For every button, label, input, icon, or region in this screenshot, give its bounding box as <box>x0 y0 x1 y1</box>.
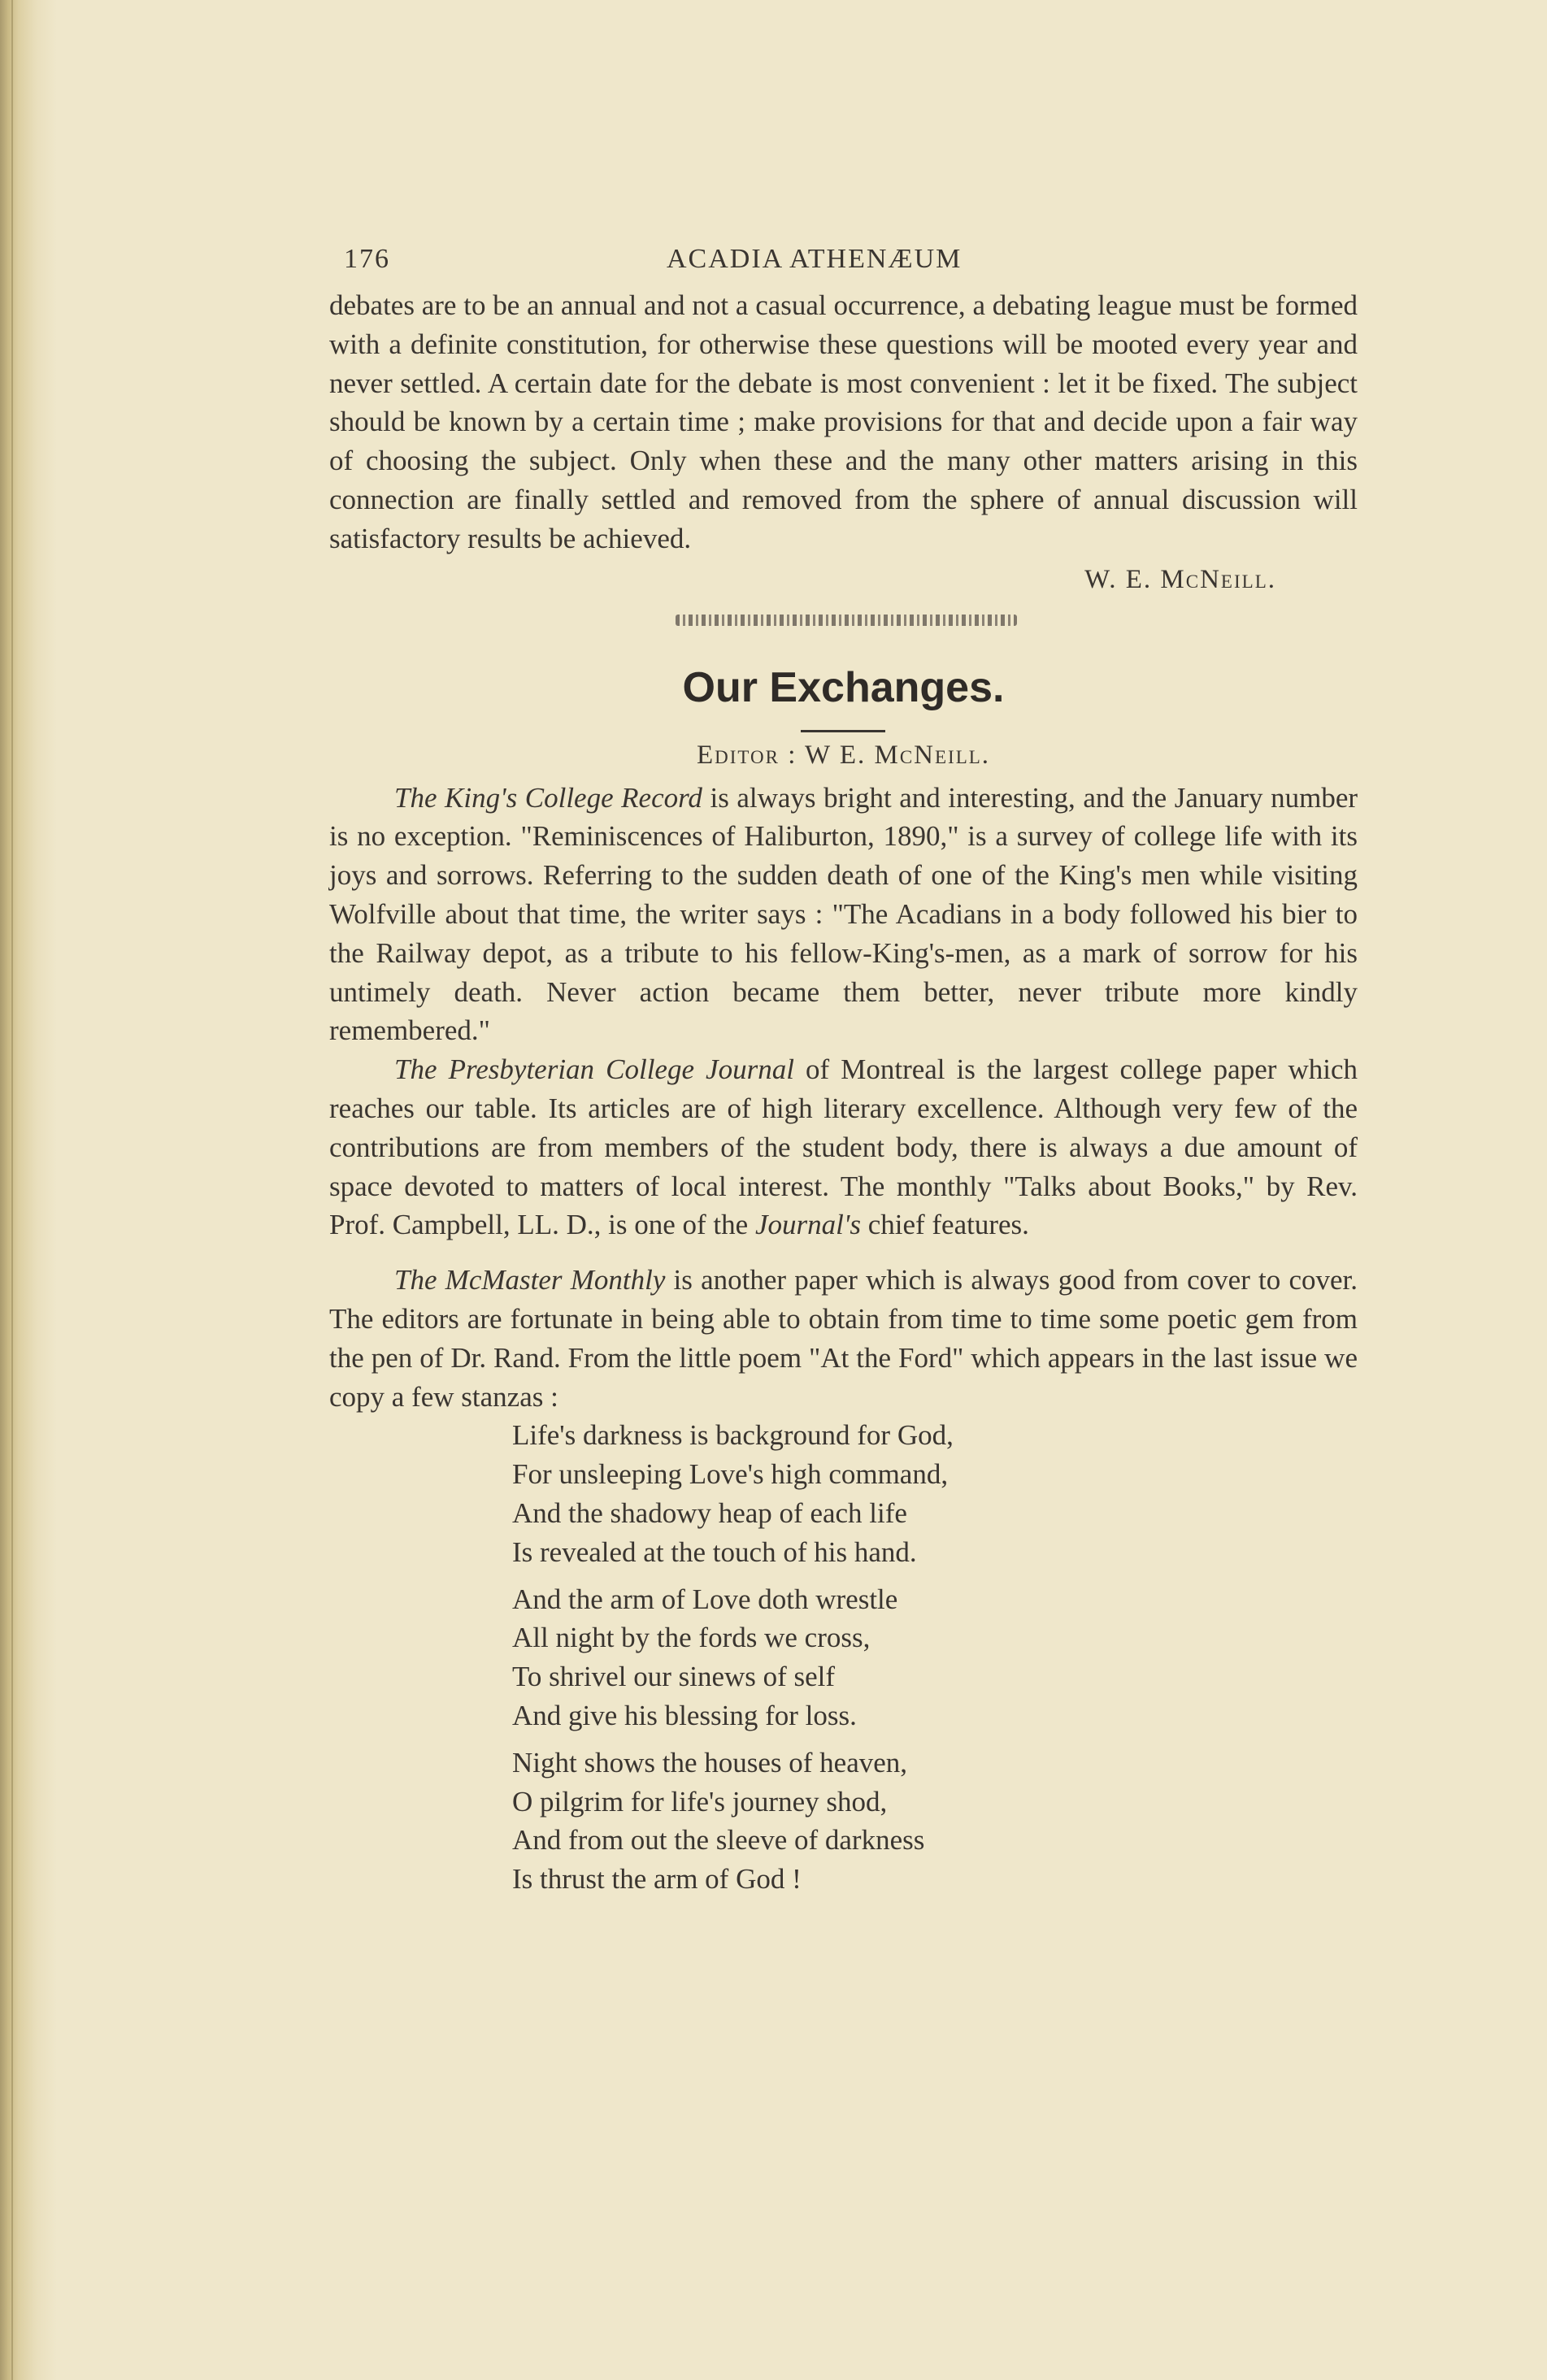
poem-line: And the arm of Love doth wrestle <box>512 1583 898 1615</box>
gutter-line <box>11 0 13 2380</box>
poem-line: All night by the fords we cross, <box>512 1622 871 1654</box>
journal-title: The King's College Record <box>394 781 702 814</box>
exchange-text: of Montreal is the largest college paper which reaches our table. Its articles are of high literary excellence. Although very few of the contributions are from members of the student body, there is always a due amount of space devoted to matters of local interest. The monthly "Talks about Books," by Rev. Prof. Campbell, LL. D., is one of the <box>329 1053 1358 1241</box>
page-content <box>329 237 1358 1907</box>
section-title: Our Exchanges. <box>682 663 1005 711</box>
editor-line: Editor : W E. McNeill. <box>696 740 991 770</box>
poem-line: For unsleeping Love's high command, <box>512 1458 949 1491</box>
ornamental-divider <box>676 615 1017 626</box>
journal-title: The Presbyterian College Journal <box>394 1053 794 1086</box>
poem-at-the-ford <box>329 1416 1358 1899</box>
journal-title: The McMaster Monthly <box>394 1264 666 1296</box>
poem-line: To shrivel our sinews of self <box>512 1661 836 1693</box>
journal-reference: Journal's <box>754 1209 861 1241</box>
poem-stanza <box>512 1416 1358 1571</box>
article-continuation: debates are to be an annual and not a casual occurrence, a debating league must be formed with a definite constitution, for otherwise these questions will be mooted every year and never settled. A certain date for the debate is most convenient : let it be fixed. The subject should be known by a certain time ; make provisions for that and decide upon a fair way of choosing the subject. Only when these and the many other matters arising in this connection are finally settled and removed from the sphere of annual discussion will satisfactory results be achieved. <box>329 289 1358 554</box>
poem-line: Is thrust the arm of God ! <box>512 1863 802 1896</box>
exchange-kings-college <box>329 779 1358 1051</box>
page-number: 176 <box>344 244 390 274</box>
poem-line: And give his blessing for loss. <box>512 1699 857 1731</box>
book-binding-edge <box>0 0 57 2380</box>
running-title: ACADIA ATHENÆUM <box>667 244 963 274</box>
exchange-presbyterian <box>329 1050 1358 1244</box>
exchange-text-end: chief features. <box>860 1209 1029 1241</box>
exchange-mcmaster <box>329 1261 1358 1416</box>
poem-line: And the shadowy heap of each life <box>512 1496 907 1529</box>
exchange-text: is another paper which is always good from cover to cover. The editors are fortunate in being able to obtain from time to time some poetic gem from the pen of Dr. Rand. From the little poem "At the Ford" which appears in the last issue we copy a few stanzas : <box>329 1264 1358 1413</box>
poem-line: Night shows the houses of heaven, <box>512 1746 908 1778</box>
article-signature: W. E. McNeill. <box>1084 564 1276 594</box>
title-rule <box>801 730 885 732</box>
running-header <box>329 237 1358 286</box>
poem-line: O pilgrim for life's journey shod, <box>512 1785 888 1818</box>
poem-line: Is revealed at the touch of his hand. <box>512 1535 917 1568</box>
poem-stanza <box>512 1580 1358 1735</box>
poem-line: Life's darkness is background for God, <box>512 1419 954 1452</box>
exchange-text: is always bright and interesting, and the January number is no exception. "Reminiscences of Haliburton, 1890," is a survey of college life with its joys and sorrows. Referring to the sudden death of one of the King's men while visiting Wolfville about that time, the writer says : "The Acadians in a body followed his bier to the Railway depot, as a tribute to his fellow-King's-men, as a mark of sorrow for his untimely death. Never action became them better, never tribute more kindly remembered." <box>329 781 1358 1047</box>
poem-stanza <box>512 1744 1358 1899</box>
poem-line: And from out the sleeve of darkness <box>512 1824 925 1857</box>
